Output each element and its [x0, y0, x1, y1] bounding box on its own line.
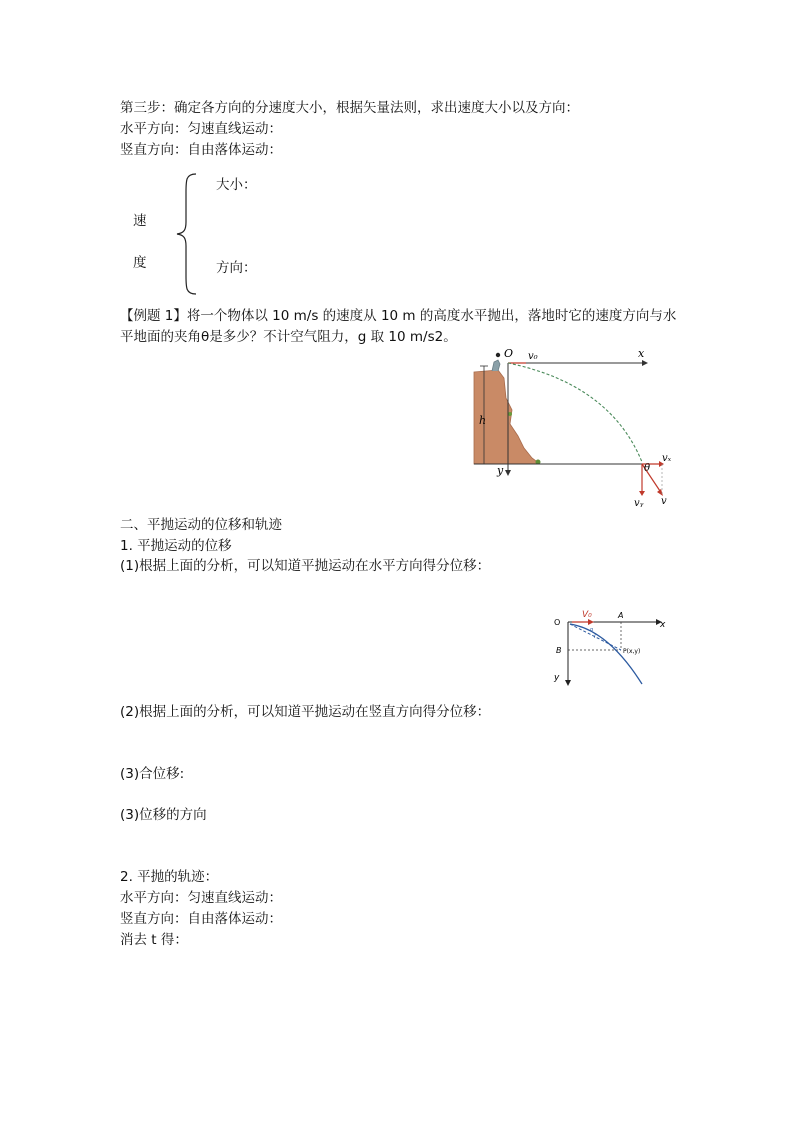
label-vx: vₓ [662, 453, 672, 464]
label-alpha: α [590, 627, 594, 633]
velocity-label-top: 速 [133, 213, 147, 229]
label-P: P(x,y) [623, 648, 641, 655]
label-v0: v₀ [528, 351, 538, 362]
label-theta: θ [644, 463, 651, 474]
velocity-direction: 方向： [216, 260, 257, 276]
label-y: y [554, 673, 560, 683]
label-A: A [618, 611, 624, 620]
step3-vertical: 竖直方向：自由落体运动： [120, 142, 282, 158]
label-V0: V₀ [582, 610, 592, 620]
section2-horizontal: 水平方向：匀速直线运动： [120, 890, 282, 906]
figure-cliff-projectile [470, 344, 680, 510]
velocity-magnitude: 大小： [216, 177, 257, 193]
label-O: O [554, 618, 561, 627]
section2-item2: (2)根据上面的分析，可以知道平抛运动在竖直方向得分位移： [120, 704, 491, 720]
label-l: l [594, 633, 596, 640]
label-y: y [497, 464, 504, 477]
section2-sub2: 2. 平抛的轨迹： [120, 869, 219, 885]
label-v: v [661, 496, 667, 507]
figure-displacement [548, 608, 674, 688]
section2-item4: (3)位移的方向 [120, 807, 207, 823]
step3-heading: 第三步：确定各方向的分速度大小，根据矢量法则，求出速度大小以及方向： [120, 100, 579, 116]
section2-item1: (1)根据上面的分析，可以知道平抛运动在水平方向得分位移： [120, 558, 491, 574]
section2-vertical: 竖直方向：自由落体运动： [120, 911, 282, 927]
section2-title: 二、平抛运动的位移和轨迹 [120, 517, 282, 533]
label-x: x [638, 347, 645, 360]
label-vy: vᵧ [634, 498, 644, 509]
example1-text: 【例题 1】将一个物体以 10 m/s 的速度从 10 m 的高度水平抛出，落地时它的速度方向与水平地面的夹角θ是多少？不计空气阻力，g 取 10 m/s2。 [120, 308, 677, 345]
label-x: x [660, 620, 666, 630]
label-B: B [556, 646, 562, 655]
trajectory [508, 363, 642, 462]
label-h: h [479, 414, 487, 427]
section2-item3: (3)合位移: [120, 766, 185, 782]
label-origin: O [504, 347, 514, 360]
section2-eliminate: 消去 t 得： [120, 932, 188, 948]
ball [496, 353, 500, 357]
velocity-label-bottom: 度 [133, 255, 147, 271]
curly-brace [172, 172, 202, 296]
step3-horizontal: 水平方向：匀速直线运动： [120, 121, 282, 137]
section2-sub1: 1. 平抛运动的位移 [120, 538, 232, 554]
thrower-figure [492, 360, 500, 371]
